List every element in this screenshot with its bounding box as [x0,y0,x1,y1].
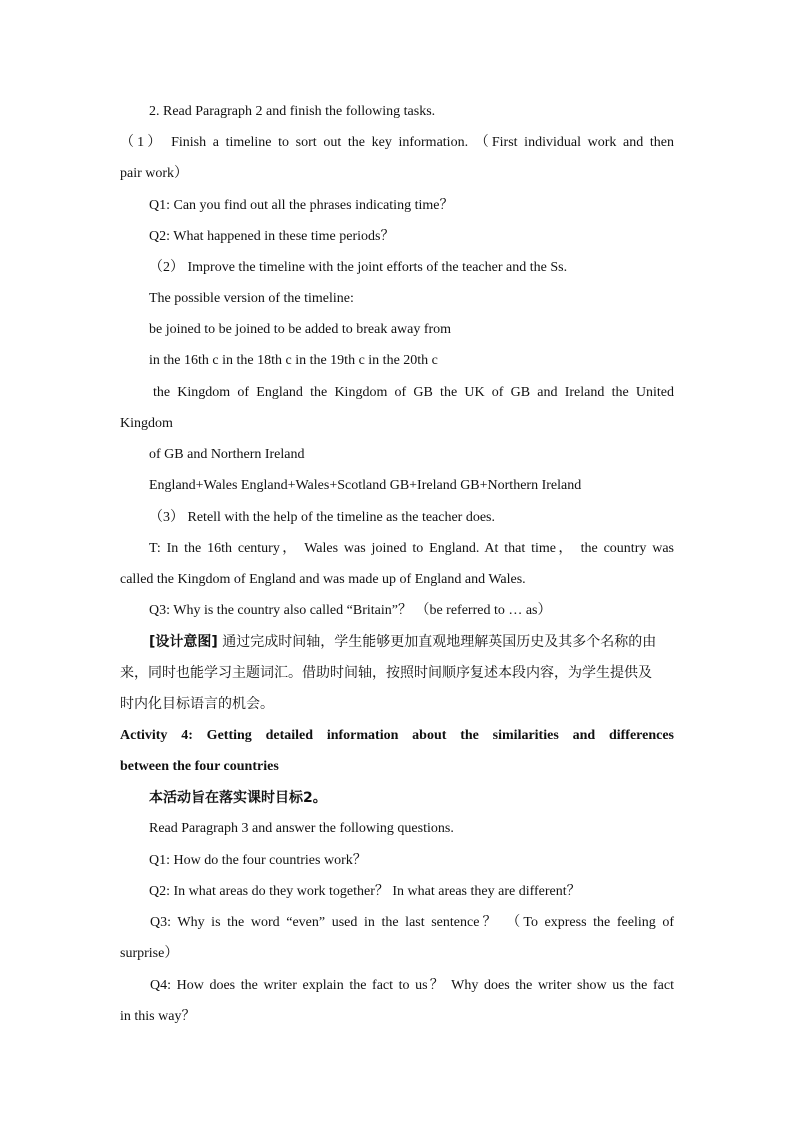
timeline-times: in the 16th c in the 18th c in the 19th c in the 20th c [149,353,438,368]
design-intent-text1: 通过完成时间轴，学生能够更加直观地理解英国历史及其多个名称的由 [217,634,657,650]
question-q1: Q1: Can you find out all the phrases indicating time？ [149,198,454,213]
task1-line2: pair work） [120,166,189,181]
question-q3: Q3: Why is the country also called “Britain”？ （be referred to … as） [149,603,552,618]
task1-line1: （1） Finish a timeline to sort out the key information. （First individual work and then [120,135,674,150]
activity4-q2: Q2: In what areas do they work together？ In what areas they are different？ [149,884,581,899]
design-intent-tag: [设计意图] [149,634,218,650]
teacher-retell-line2: called the Kingdom of England and was made up of England and Wales. [120,572,526,587]
timeline-kingdoms-line1: the Kingdom of England the Kingdom of GB the UK of GB and Ireland the United [153,385,674,400]
activity4-q4-line2: in this way？ [120,1009,196,1024]
activity4-q1: Q1: How do the four countries work？ [149,853,367,868]
activity4-title-line1: Activity 4: Getting detailed information about the similarities and differences [120,728,674,743]
activity4-q3-line1: Q3: Why is the word “even” used in the last sentence？ （To express the feeling of [150,915,674,930]
timeline-kingdoms-line3: of GB and Northern Ireland [149,447,305,462]
activity4-q3-line2: surprise） [120,946,179,961]
activity4-goal: 本活动旨在落实课时目标2。 [149,790,327,806]
activity4-title-line2: between the four countries [120,759,279,774]
activity4-instruction: Read Paragraph 3 and answer the following questions. [149,821,454,836]
design-intent-line1 [149,632,656,652]
question-q2: Q2: What happened in these time periods？ [149,229,395,244]
timeline-verbs: be joined to be joined to be added to break away from [149,322,452,337]
design-intent-line3: 时内化目标语言的机会。 [120,696,274,712]
task2-line: （2） Improve the timeline with the joint efforts of the teacher and the Ss. [149,260,568,275]
activity4-q4-line1: Q4: How does the writer explain the fact to us？ Why does the writer show us the fact [150,978,674,993]
possible-version-label: The possible version of the timeline: [149,291,354,306]
timeline-kingdoms-line2: Kingdom [120,416,173,431]
design-intent-line2: 来，同时也能学习主题词汇。借助时间轴，按照时间顺序复述本段内容，为学生提供及 [120,665,652,681]
timeline-compositions: England+Wales England+Wales+Scotland GB+Ireland GB+Northern Ireland [149,478,582,493]
section-heading: 2. Read Paragraph 2 and finish the following tasks. [149,104,436,119]
task3-line: （3） Retell with the help of the timeline as the teacher does. [149,510,496,525]
teacher-retell-line1: T: In the 16th century， Wales was joined to England. At that time， the country was [149,541,674,556]
